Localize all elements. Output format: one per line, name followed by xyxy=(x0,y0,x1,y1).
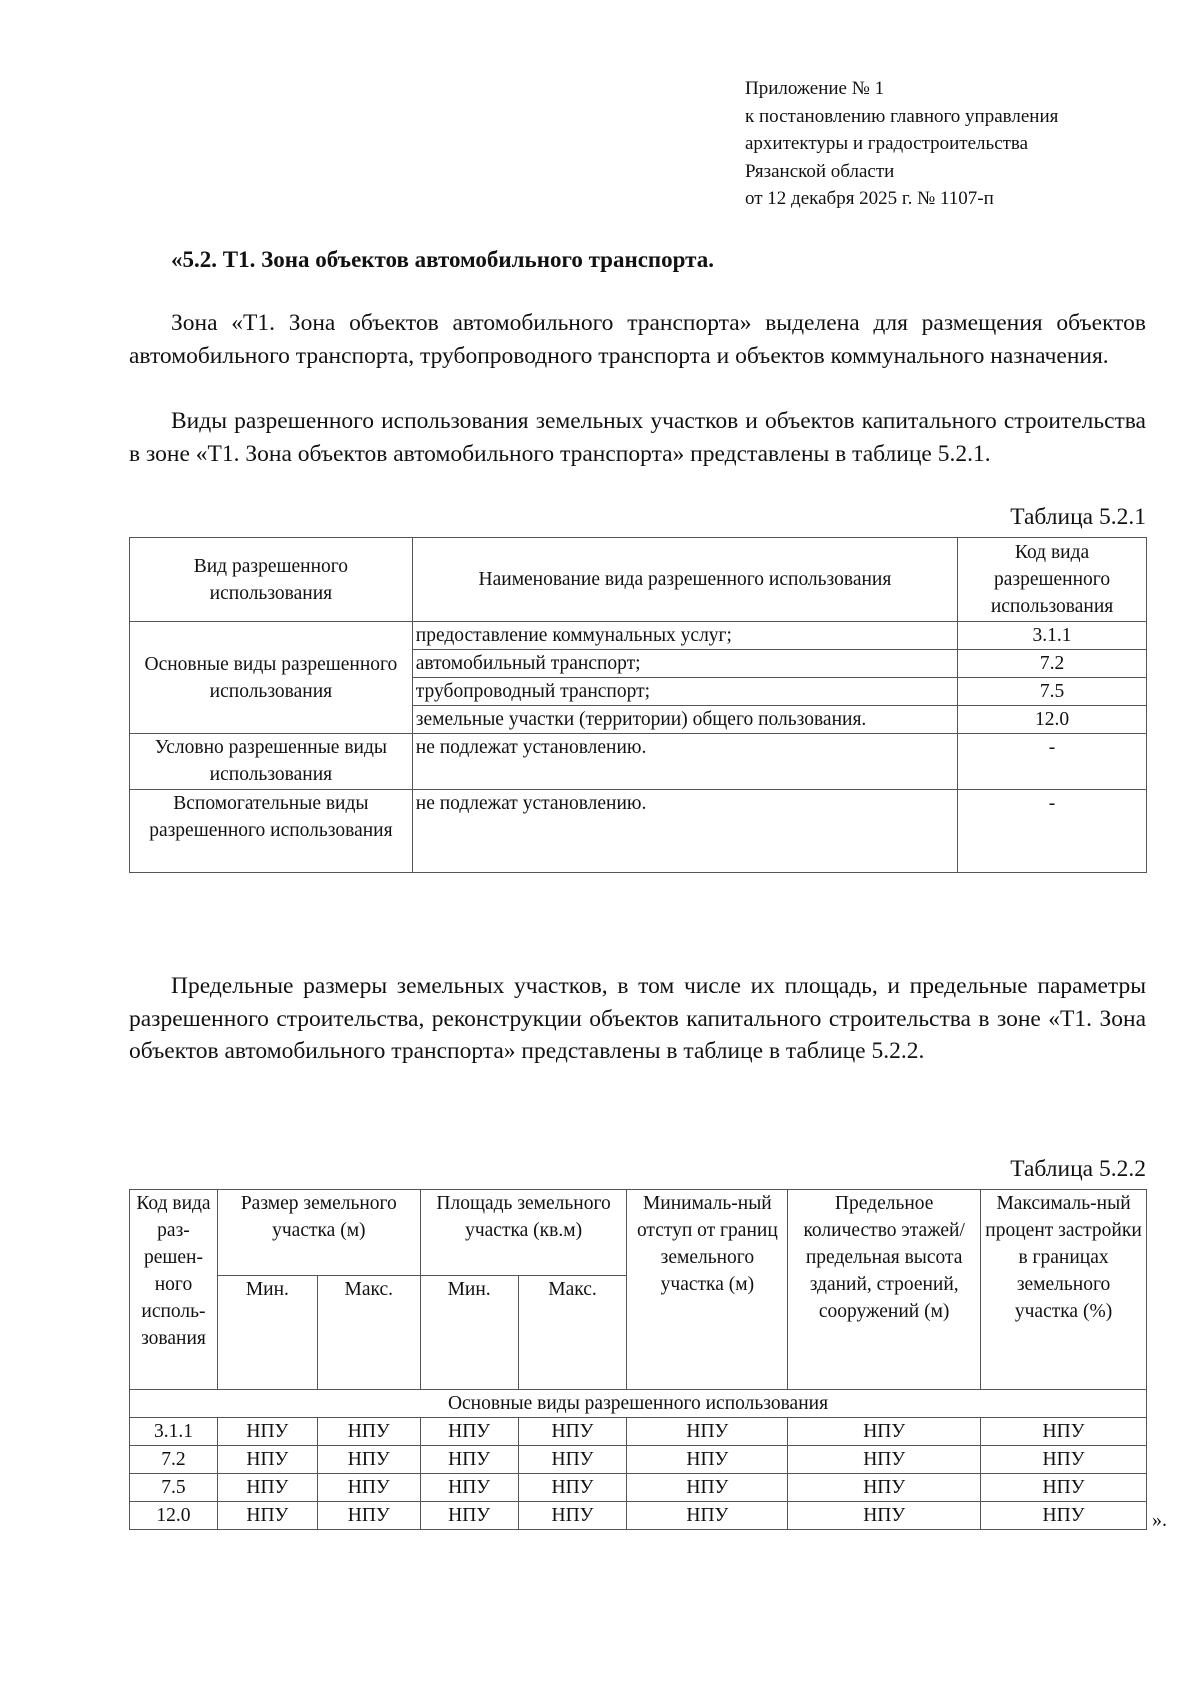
table2-header-size-min: Мин. xyxy=(217,1276,317,1390)
paragraph-text: Зона «Т1. Зона объектов автомобильного транспорта» выделена для размещения объектов автомобильного транспорта, трубопроводного транспорта и объектов коммунального назначения. xyxy=(129,310,1146,369)
paragraph-table1-intro xyxy=(129,405,1146,470)
table2-cell: 3.1.1 xyxy=(130,1418,218,1446)
table2-cell: НПУ xyxy=(627,1474,788,1502)
table1-group-main: Основные виды разрешенного использования xyxy=(130,622,413,734)
table2-cell: НПУ xyxy=(317,1418,420,1446)
paragraph-text: Виды разрешенного использования земельных участков и объектов капитального строительства в зоне «Т1. Зона объектов автомобильного транспорта» представлены в таблице 5.2.1. xyxy=(129,408,1146,467)
table2-cell: НПУ xyxy=(317,1502,420,1530)
appendix-block xyxy=(745,75,1058,213)
table2-cell: НПУ xyxy=(981,1474,1147,1502)
table1-cell-name: не подлежат установлению. xyxy=(412,734,957,790)
table2-header-size-max: Макс. xyxy=(317,1276,420,1390)
table2-header-size: Размер земельного участка (м) xyxy=(217,1190,420,1276)
appendix-line: Рязанской области xyxy=(745,160,895,182)
table2-cell: НПУ xyxy=(981,1418,1147,1446)
table1-cell-code: 7.2 xyxy=(958,650,1147,678)
table1-cell-name: земельные участки (территории) общего пользования. xyxy=(412,706,957,734)
table2-cell: НПУ xyxy=(217,1418,317,1446)
section-heading: «5.2. Т1. Зона объектов автомобильного транспорта. xyxy=(171,247,714,272)
closing-quote: ». xyxy=(1152,1509,1167,1531)
table-5-2-1 xyxy=(129,537,1147,873)
paragraph-zone-purpose xyxy=(129,307,1146,372)
table1-group-conditional: Условно разрешенные виды использования xyxy=(130,734,413,790)
table2-cell: 7.5 xyxy=(130,1474,218,1502)
appendix-line: архитектуры и градостроительства xyxy=(745,133,1029,154)
table2-cell: НПУ xyxy=(627,1446,788,1474)
table2-cell: НПУ xyxy=(420,1418,518,1446)
table-row xyxy=(130,1474,1147,1502)
table1-caption: Таблица 5.2.1 xyxy=(1010,504,1146,530)
table1-cell-name: автомобильный транспорт; xyxy=(412,650,957,678)
table2-cell: НПУ xyxy=(627,1502,788,1530)
table2-header-percent: Максималь-ный процент застройки в границах земельного участка (%) xyxy=(981,1190,1147,1390)
table2-cell: НПУ xyxy=(788,1418,981,1446)
table2-cell: НПУ xyxy=(420,1474,518,1502)
table2-cell: НПУ xyxy=(981,1502,1147,1530)
table2-cell: НПУ xyxy=(217,1502,317,1530)
appendix-line: Приложение № 1 xyxy=(745,78,885,99)
paragraph-text: Предельные размеры земельных участков, в том числе их площадь, и предельные параметры разрешенного строительства, реконструкции объектов капитального строительства в зоне «Т1. Зона объектов автомобильного транспорта» представлены в таблице в таблице 5.2.2. xyxy=(129,973,1146,1064)
table2-cell: НПУ xyxy=(518,1474,627,1502)
table2-cell: НПУ xyxy=(217,1446,317,1474)
table2-header-area-min: Мин. xyxy=(420,1276,518,1390)
table-row xyxy=(130,1502,1147,1530)
table2-cell: НПУ xyxy=(788,1446,981,1474)
table2-cell: НПУ xyxy=(317,1446,420,1474)
table2-cell: 12.0 xyxy=(130,1502,218,1530)
table2-header-floors: Предельное количество этажей/ предельная высота зданий, строений, сооружений (м) xyxy=(788,1190,981,1390)
table2-header-area: Площадь земельного участка (кв.м) xyxy=(420,1190,627,1276)
table-row xyxy=(130,1446,1147,1474)
table2-header-code: Код вида раз-решен-ного исполь-зования xyxy=(130,1190,218,1390)
table2-section-row: Основные виды разрешенного использования xyxy=(130,1390,1147,1418)
table1-header-name: Наименование вида разрешенного использования xyxy=(412,538,957,622)
paragraph-table2-intro xyxy=(129,970,1146,1068)
table-row xyxy=(130,734,1147,790)
table-row xyxy=(130,790,1147,873)
table-5-2-2 xyxy=(129,1189,1147,1530)
table2-cell: НПУ xyxy=(627,1418,788,1446)
table2-header-area-max: Макс. xyxy=(518,1276,627,1390)
table2-cell: НПУ xyxy=(518,1446,627,1474)
table1-cell-name: не подлежат установлению. xyxy=(412,790,957,873)
table2-header-setback: Минималь-ный отступ от границ земельного участка (м) xyxy=(627,1190,788,1390)
table1-cell-name: трубопроводный транспорт; xyxy=(412,678,957,706)
table2-cell: НПУ xyxy=(420,1446,518,1474)
table1-group-auxiliary: Вспомогательные виды разрешенного использования xyxy=(130,790,413,873)
table2-caption: Таблица 5.2.2 xyxy=(1010,1156,1146,1182)
table2-cell: НПУ xyxy=(217,1474,317,1502)
table1-cell-code: - xyxy=(958,790,1147,873)
table-row xyxy=(130,1418,1147,1446)
table1-cell-code: 12.0 xyxy=(958,706,1147,734)
table1-cell-name: предоставление коммунальных услуг; xyxy=(412,622,957,650)
table-row xyxy=(130,622,1147,650)
table1-cell-code: - xyxy=(958,734,1147,790)
table2-cell: НПУ xyxy=(788,1502,981,1530)
table2-cell: НПУ xyxy=(788,1474,981,1502)
table1-header-type: Вид разрешенного использования xyxy=(130,538,413,622)
table1-cell-code: 7.5 xyxy=(958,678,1147,706)
appendix-line: от 12 декабря 2025 г. № 1107-п xyxy=(745,188,994,209)
table2-cell: НПУ xyxy=(518,1418,627,1446)
table2-cell: НПУ xyxy=(518,1502,627,1530)
table2-cell: НПУ xyxy=(981,1446,1147,1474)
table2-cell: НПУ xyxy=(420,1502,518,1530)
table1-cell-code: 3.1.1 xyxy=(958,622,1147,650)
table1-header-code: Код вида разрешенного использования xyxy=(958,538,1147,622)
table2-cell: НПУ xyxy=(317,1474,420,1502)
table2-cell: 7.2 xyxy=(130,1446,218,1474)
appendix-line: к постановлению главного управления xyxy=(745,105,1059,127)
